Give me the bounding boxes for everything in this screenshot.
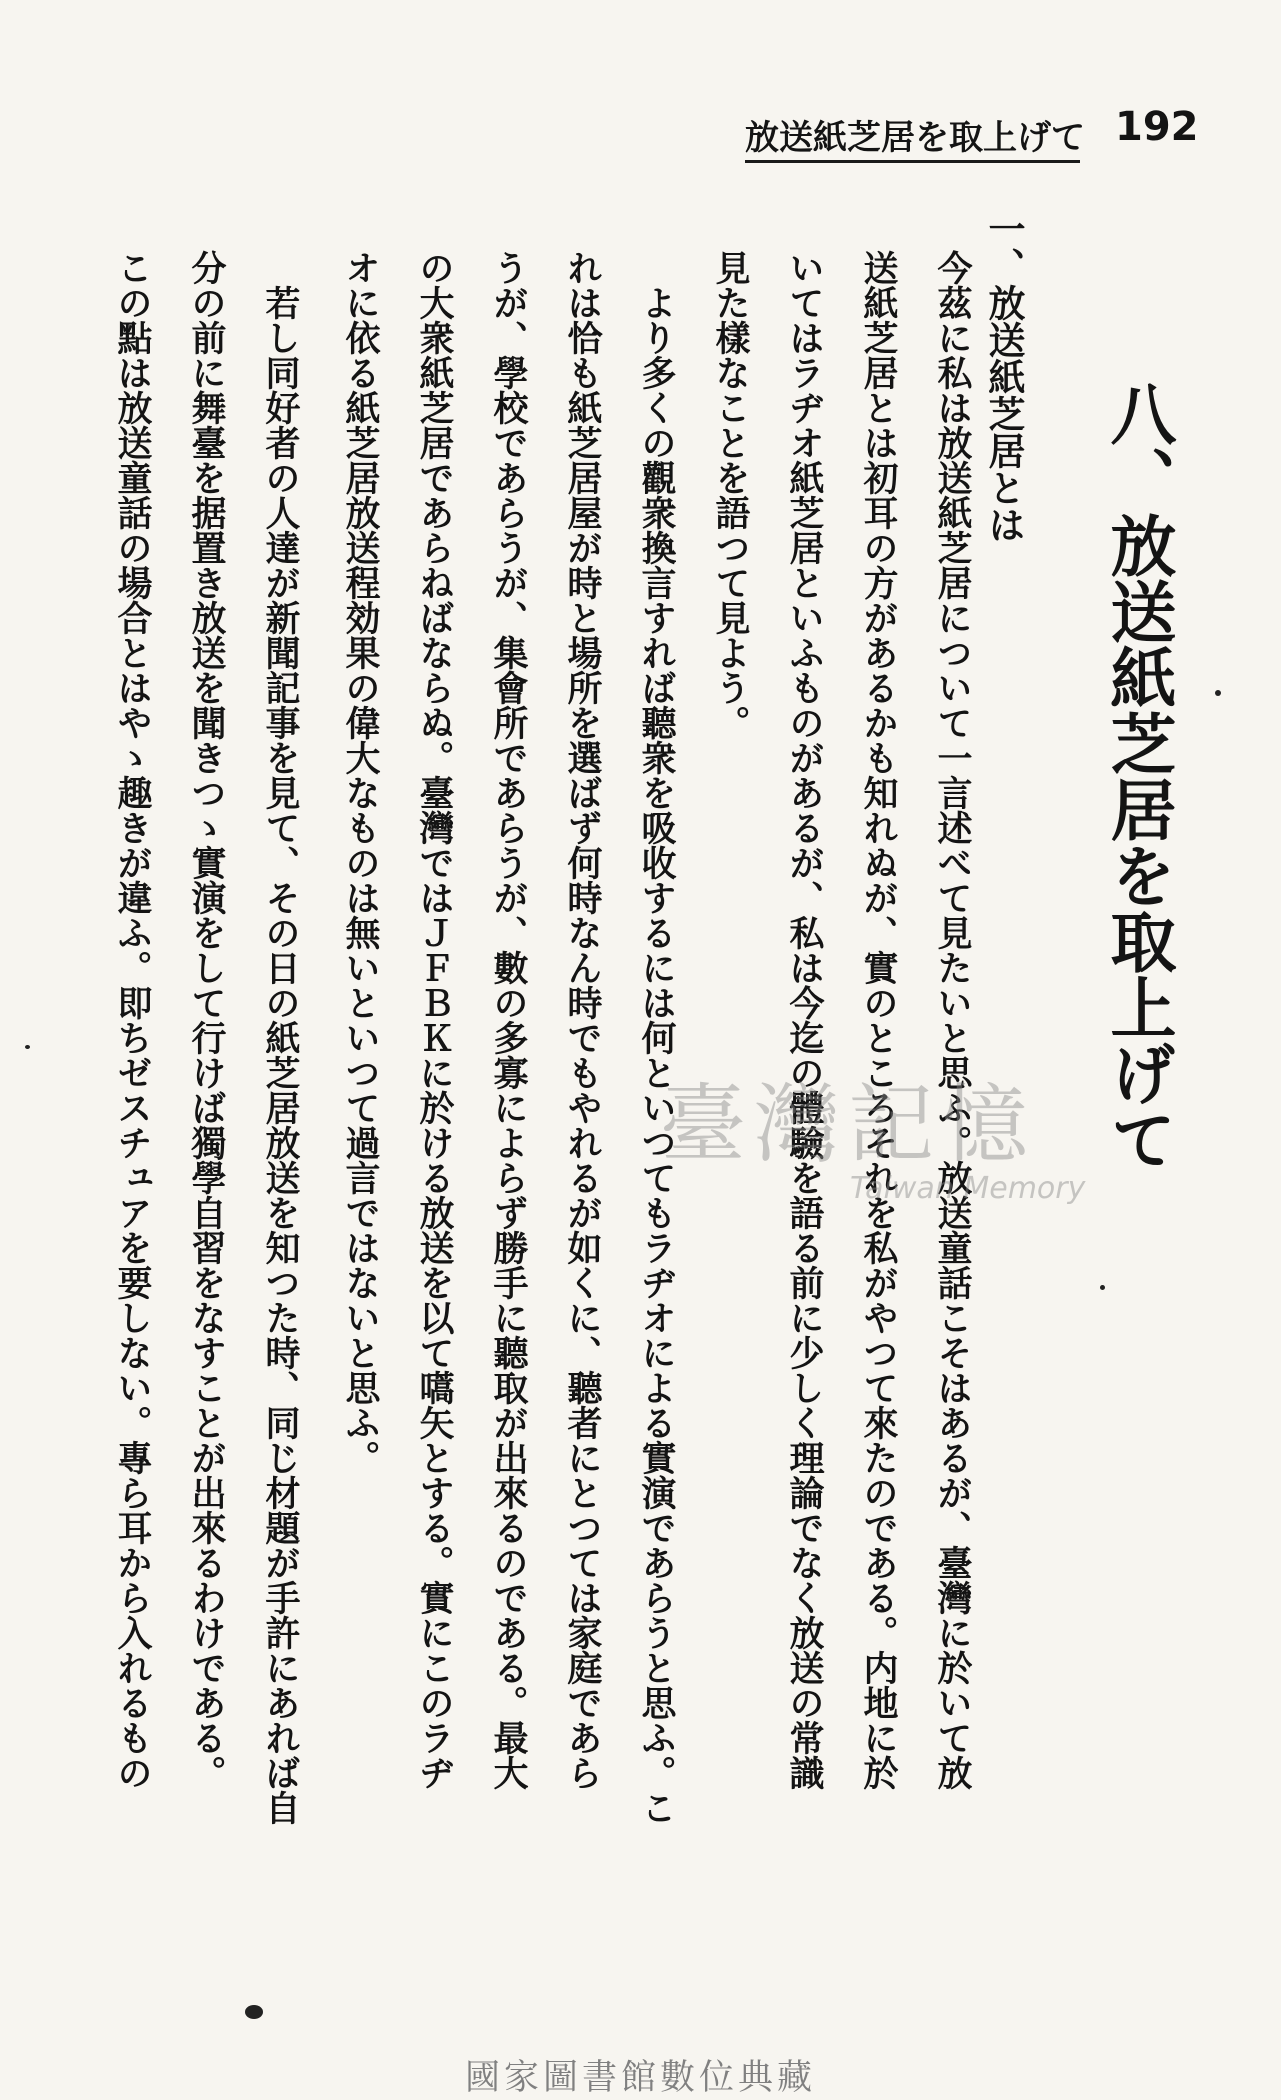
page-number: 192: [1115, 104, 1199, 150]
body-line-3: いてはラヂオ紙芝居といふものがあるが、私は今迄の體驗を語る前に少しく理論でなく放送の常識: [784, 250, 825, 1790]
body-line-1: 今茲に私は放送紙芝居について一言述べて見たいと思ふ。放送童話こそはあるが、臺灣に於いて放: [932, 250, 973, 1790]
ink-speck: [245, 2005, 263, 2019]
body-line-4: 見た樣なことを語つて見よう。: [710, 250, 751, 740]
watermark-main-text: 臺灣記憶: [660, 1075, 1036, 1175]
body-line-12: この點は放送童話の場合とはやゝ趣きが違ふ。即ちゼスチュアを要しない。專ら耳から入れるもの: [112, 250, 153, 1790]
body-line-2: 送紙芝居とは初耳の方があるかも知れぬが、實のところそれを私がやつて來たのである。内地に於: [858, 250, 899, 1790]
header-rule: [745, 160, 1080, 163]
body-line-11: 分の前に舞臺を据置き放送を聞きつゝ實演をして行けば獨學自習をなすことが出來るわけである。: [186, 250, 227, 1790]
body-line-10: 若し同好者の人達が新聞記事を見て、その日の紙芝居放送を知つた時、同じ材題が手許にあれば自: [260, 285, 301, 1825]
body-line-5: より多くの觀衆換言すれば聽衆を吸收するには何といつてもラヂオによる實演であらうと思ふ。こ: [636, 285, 677, 1825]
section-heading: 一、放送紙芝居とは: [982, 210, 1026, 543]
library-credit-footer: 國家圖書館數位典藏: [464, 2058, 816, 2098]
body-line-9: オに依る紙芝居放送程効果の偉大なものは無いといつて過言ではないと思ふ。: [340, 250, 381, 1475]
body-line-8: の大衆紙芝居であらねばならぬ。臺灣ではＪＦＢＫに於ける放送を以て嚆矢とする。實にこのラヂ: [414, 250, 455, 1790]
watermark-sub-text: Taiwan Memory: [850, 1171, 1086, 1206]
running-header-title: 放送紙芝居を取上げて: [745, 118, 1085, 158]
ink-speck: [1100, 1285, 1105, 1290]
chapter-title: 八、放送紙芝居を取上げて: [1099, 380, 1177, 1172]
body-line-7: うが、學校であらうが、集會所であらうが、數の多寡によらず勝手に聽取が出來るのである。最大: [488, 250, 529, 1790]
body-line-6: れは恰も紙芝居屋が時と場所を選ばず何時なん時でもやれるが如くに、聽者にとつては家庭であら: [562, 250, 603, 1790]
ink-speck: [25, 1045, 30, 1049]
ink-speck: [1215, 690, 1221, 696]
